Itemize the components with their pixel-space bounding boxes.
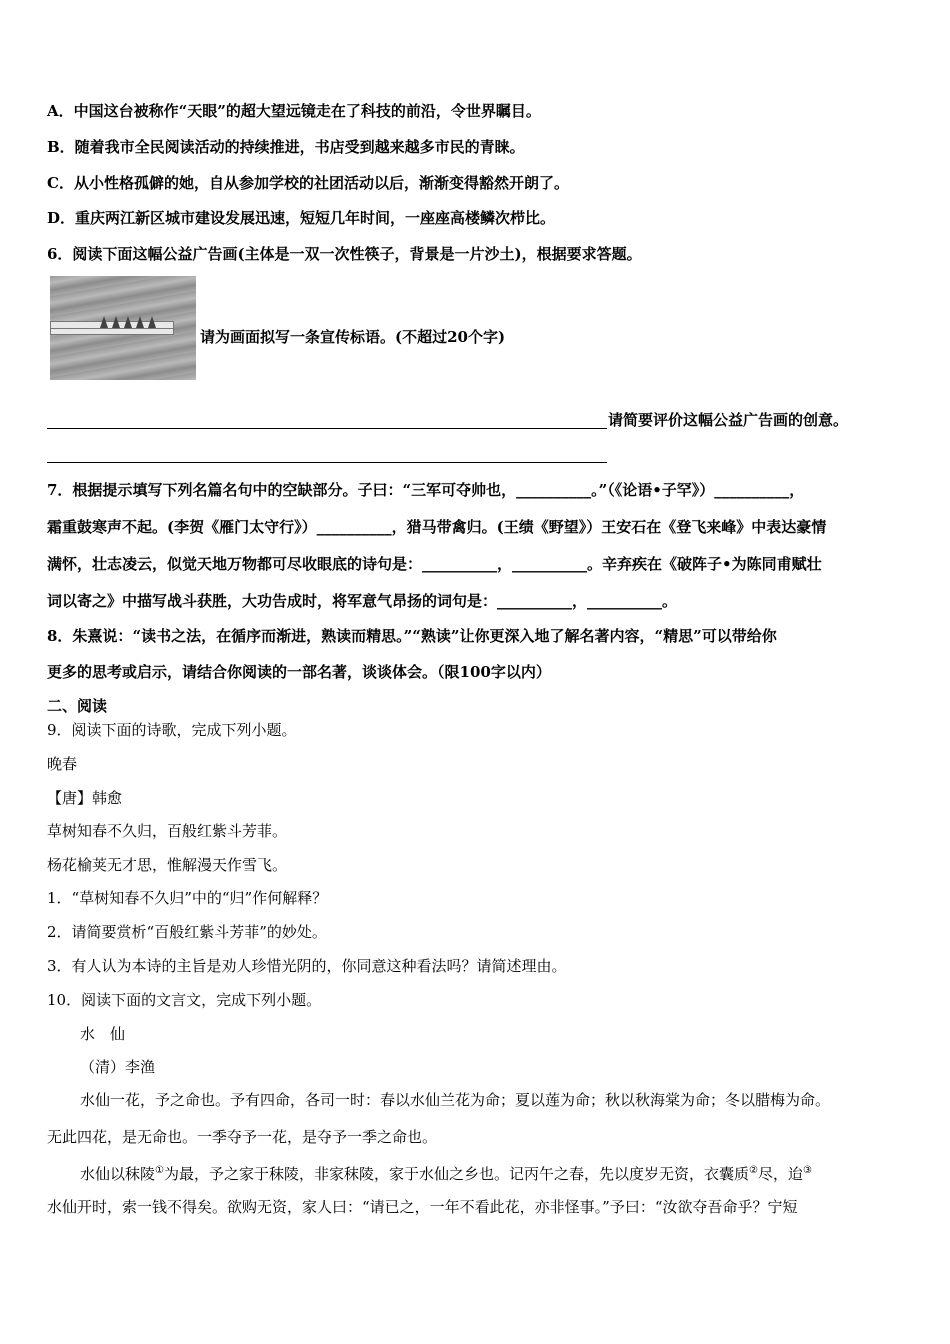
option-d: D．重庆两江新区城市建设发展迅速，短短几年时间，一座座高楼鳞次栉比。 — [47, 209, 556, 227]
option-c: C．从小性格孤僻的她，自从参加学校的社团活动以后，渐渐变得豁然开朗了。 — [47, 174, 569, 192]
option-b: B．随着我市全民阅读活动的持续推进，书店受到越来越多市民的青睐。 — [47, 138, 525, 156]
answer-line[interactable] — [47, 428, 607, 429]
paragraph-2a: 水仙以秣陵①为最，予之家于秣陵，非家秣陵，家于水仙之乡也。记丙午之春，先以度岁无资，衣囊质②尽，迨③ — [80, 1165, 812, 1183]
footnote-1: ① — [155, 1165, 164, 1176]
paragraph-2b: 水仙开时，索一钱不得矣。欲购无资，家人曰：“请已之，一年不看此花，亦非怪事。”予曰：“汝欲夺吾命乎？宁短 — [47, 1198, 798, 1216]
sapling-icon — [112, 316, 120, 328]
paragraph-1b: 无此四花，是无命也。一季夺予一花，是夺予一季之命也。 — [47, 1128, 438, 1146]
q7-line-2: 霜重鼓寒声不起。(李贺《雁门太守行》）__________，猎马带禽归。(王绩《野望》）王安石在《登飞来峰》中表达豪情 — [47, 518, 827, 536]
poem-line-2: 杨花榆荚无才思，惟解漫天作雪飞。 — [47, 856, 288, 874]
footnote-2: ② — [749, 1165, 758, 1176]
sapling-icon — [124, 316, 132, 328]
text-author: （清）李渔 — [80, 1058, 156, 1076]
sapling-icon — [100, 316, 108, 328]
q7-line-4: 词以寄之》中描写战斗获胜，大功告成时，将军意气昂扬的词句是：__________，__________。 — [47, 592, 678, 610]
text-title: 水 仙 — [80, 1025, 126, 1043]
q10-stem: 10．阅读下面的文言文，完成下列小题。 — [47, 991, 322, 1009]
paragraph-1a: 水仙一花，予之命也。予有四命，各司一时：春以水仙兰花为命；夏以莲为命；秋以秋海棠为命；冬以腊梅为命。 — [80, 1091, 831, 1109]
q9-sub-1: 1．“草树知春不久归”中的“归”作何解释？ — [47, 889, 328, 907]
q6-prompt-2: 请简要评价这幅公益广告画的创意。 — [608, 411, 849, 429]
q9-sub-3: 3．有人认为本诗的主旨是劝人珍惜光阴的，你同意这种看法吗？请简述理由。 — [47, 957, 567, 975]
sapling-icon — [136, 316, 144, 328]
q8-line-1: 8．朱熹说：“读书之法，在循序而渐进，熟读而精思。”“熟读”让你更深入地了解名著内容，“精思”可以带给你 — [47, 627, 777, 645]
poem-author: 【唐】韩愈 — [47, 789, 123, 807]
q8-line-2: 更多的思考或启示，请结合你阅读的一部名著，谈谈体会。（限100字以内） — [47, 663, 551, 681]
answer-line[interactable] — [47, 462, 607, 463]
q6-stem: 6．阅读下面这幅公益广告画(主体是一双一次性筷子，背景是一片沙土)，根据要求答题。 — [47, 245, 642, 263]
q7-line-3: 满怀，壮志凌云，似觉天地万物都可尽收眼底的诗句是：__________，__________。辛弃疾在《破阵子•为陈同甫赋壮 — [47, 555, 822, 573]
option-a: A．中国这台被称作“天眼”的超大望远镜走在了科技的前沿，令世界瞩目。 — [47, 102, 541, 120]
q6-prompt: 请为画面拟写一条宣传标语。(不超过20个字) — [200, 328, 506, 346]
sapling-icon — [148, 316, 156, 328]
footnote-3: ③ — [802, 1165, 812, 1176]
chopsticks-ad-image — [50, 276, 196, 380]
q9-sub-2: 2．请简要赏析“百般红紫斗芳菲”的妙处。 — [47, 923, 327, 941]
poem-title: 晚春 — [47, 755, 78, 773]
poem-line-1: 草树知春不久归，百般红紫斗芳菲。 — [47, 822, 288, 840]
section-heading: 二、阅读 — [47, 697, 108, 715]
q7-line-1: 7．根据提示填写下列名篇名句中的空缺部分。子曰：“三军可夺帅也，__________。”（《论语•子罕》）__________， — [47, 481, 805, 499]
q9-stem: 9．阅读下面的诗歌，完成下列小题。 — [47, 721, 297, 739]
